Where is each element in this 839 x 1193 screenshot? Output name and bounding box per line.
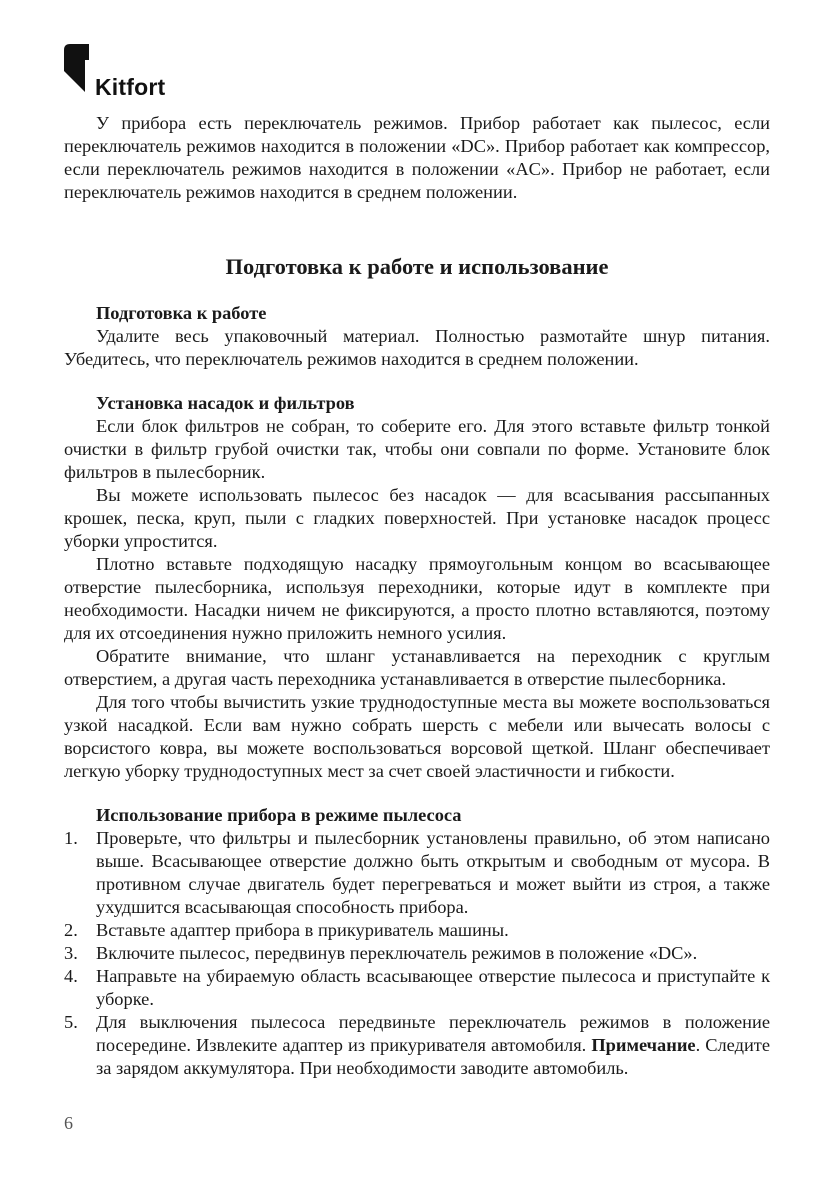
note-text: . Следите за зарядом аккумулятора. При необходимости заводите автомобиль.	[96, 1035, 771, 1078]
list-item	[64, 965, 770, 1011]
step-text: Включите пылесос, передвинув переключатель режимов в положение «DC».	[96, 943, 698, 963]
install-paragraph-2: Вы можете использовать пылесос без насадок — для всасывания рассыпанных крошек, песка, круп, пыли с гладких поверхностей. При установке насадок процесс уборки упростится.	[64, 485, 770, 551]
page-content	[64, 112, 770, 1080]
usage-steps-list	[64, 827, 770, 1080]
brand-name: Kitfort	[95, 74, 166, 100]
step-number: 2.	[64, 920, 78, 940]
list-item	[64, 942, 770, 965]
step-number: 5.	[64, 1012, 78, 1032]
step-text: Направьте на убираемую область всасывающее отверстие пылесоса и приступайте к уборке.	[96, 966, 770, 1009]
step-text: Для выключения пылесоса передвиньте переключатель режимов в положение посередине. Извлеките адаптер из прикуривателя автомобиля.	[96, 1012, 770, 1055]
install-paragraph-3: Плотно вставьте подходящую насадку прямоугольным концом во всасывающее отверстие пылесборника, используя переходники, которые идут в комплекте при необходимости. Насадки ничем не фиксируются, а просто плотно вставляются, поэтому для их отсоединения нужно приложить немного усилия.	[64, 554, 770, 643]
usage-heading: Использование прибора в режиме пылесоса	[96, 805, 462, 825]
install-paragraph-1: Если блок фильтров не собран, то соберите его. Для этого вставьте фильтр тонкой очистки в фильтр грубой очистки так, чтобы они совпали по форме. Установите блок фильтров в пылесборник.	[64, 416, 770, 482]
step-number: 1.	[64, 828, 78, 848]
install-heading: Установка насадок и фильтров	[96, 393, 355, 413]
prep-paragraph: Удалите весь упаковочный материал. Полностью размотайте шнур питания. Убедитесь, что переключатель режимов находится в среднем положении.	[64, 326, 770, 369]
prep-heading: Подготовка к работе	[96, 303, 267, 323]
list-item	[64, 919, 770, 942]
install-paragraph-5: Для того чтобы вычистить узкие труднодоступные места вы можете воспользоваться узкой насадкой. Если вам нужно собрать шерсть с мебели или вычесать волосы с ворсистого ковра, вы можете воспользоваться ворсовой щеткой. Шланг обеспечивает легкую уборку труднодоступных мест за счет своей эластичности и гибкости.	[64, 692, 770, 781]
list-item	[64, 827, 770, 919]
brand-logo	[64, 44, 224, 104]
step-text: Проверьте, что фильтры и пылесборник установлены правильно, об этом написано выше. Всасывающее отверстие должно быть открытым и свободным от мусора. В противном случае двигатель будет перегреваться и может выйти из строя, а также ухудшится всасывающая способность прибора.	[96, 828, 770, 917]
step-number: 3.	[64, 943, 78, 963]
list-item	[64, 1011, 770, 1080]
section-title: Подготовка к работе и использование	[225, 254, 609, 279]
note-label: Примечание	[591, 1035, 696, 1055]
intro-paragraph: У прибора есть переключатель режимов. Прибор работает как пылесос, если переключатель режимов находится в положении «DC». Прибор работает как компрессор, если переключатель режимов находится в положении «AC». Прибор не работает, если переключатель режимов находится в среднем положении.	[64, 113, 770, 202]
step-number: 4.	[64, 966, 78, 986]
page-number: 6	[64, 1113, 73, 1133]
install-paragraph-4: Обратите внимание, что шланг устанавливается на переходник с круглым отверстием, а другая часть переходника устанавливается в отверстие пылесборника.	[64, 646, 770, 689]
step-text: Вставьте адаптер прибора в прикуриватель машины.	[96, 920, 509, 940]
kitfort-logo-icon	[64, 44, 94, 94]
